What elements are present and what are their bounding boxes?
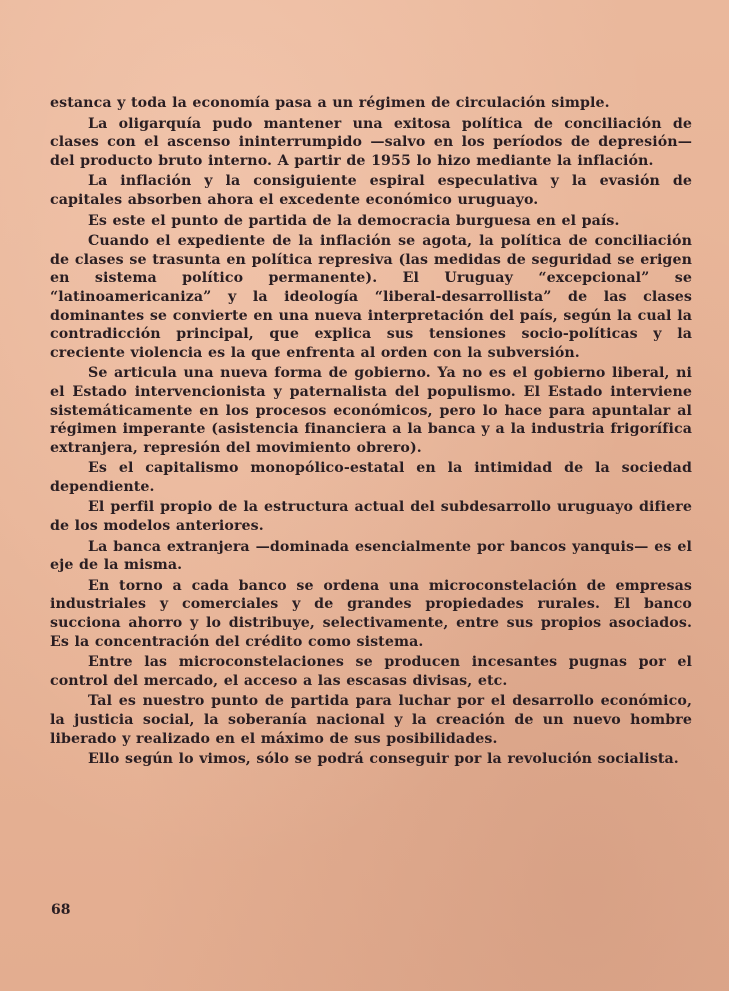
paragraph-3: La inflación y la consiguiente espiral especulativa y la evasión de capitales absorben ahora el excedente económico uruguayo. (50, 173, 692, 208)
paragraph-5: Cuando el expediente de la inflación se agota, la política de conciliación de clases se trasunta en política represiva (las medidas de seguridad se erigen en sistema político permanente). El Uruguay “excepcional” se “latinoamericaniza” y la ideología “liberal-desarrollista” de las clases dominantes se convierte en una nueva interpretación del país, según la cual la contradicción principal, que explica sus tensiones socio-políticas y la creciente violencia es la que enfrenta al orden con la subversión. (50, 233, 692, 361)
paragraph-8: El perfil propio de la estructura actual del subdesarrollo uruguayo difiere de los modelos anteriores. (50, 499, 692, 535)
page-number: 68 (51, 902, 71, 918)
paragraph-12: Tal es nuestro punto de partida para luchar por el desarrollo económico, la justicia social, la soberanía nacional y la creación de un nuevo hombre liberado y realizado en el máximo de sus posibilidades. (50, 693, 692, 747)
paragraph-1: estanca y toda la economía pasa a un régimen de circulación simple. (50, 95, 610, 111)
page-body (50, 94, 692, 771)
paragraph-2: La oligarquía pudo mantener una exitosa política de conciliación de clases con el ascenso ininterrumpido —salvo en los períodos de depresión— del producto bruto interno. A partir de 1955 lo hizo mediante la inflación. (50, 115, 692, 169)
paragraph-9: La banca extranjera —dominada esencialmente por bancos yanquis— es el eje de la misma. (50, 538, 692, 574)
paragraph-6: Se articula una nueva forma de gobierno. Ya no es el gobierno liberal, ni el Estado intervencionista y paternalista del populismo. El Estado interviene sistemáticamente en los procesos económicos, pero lo hace para apuntalar al régimen imperante (asistencia financiera a la banca y a la industria frigorífica extranjera, represión del movimiento obrero). (50, 365, 692, 456)
paragraph-10: En torno a cada banco se ordena una microconstelación de empresas industriales y comerciales y de grandes propiedades rurales. El banco succiona ahorro y lo distribuye, selectivamente, entre sus propios asociados. Es la concentración del crédito como sistema. (50, 577, 692, 650)
paragraph-11: Entre las microconstelaciones se producen incesantes pugnas por el control del mercado, el acceso a las escasas divisas, etc. (50, 654, 692, 689)
paragraph-7: Es el capitalismo monopólico-estatal en la intimidad de la sociedad dependiente. (50, 460, 692, 495)
paragraph-13: Ello según lo vimos, sólo se podrá conseguir por la revolución socialista. (88, 751, 679, 768)
paragraph-4: Es este el punto de partida de la democracia burguesa en el país. (88, 212, 620, 229)
